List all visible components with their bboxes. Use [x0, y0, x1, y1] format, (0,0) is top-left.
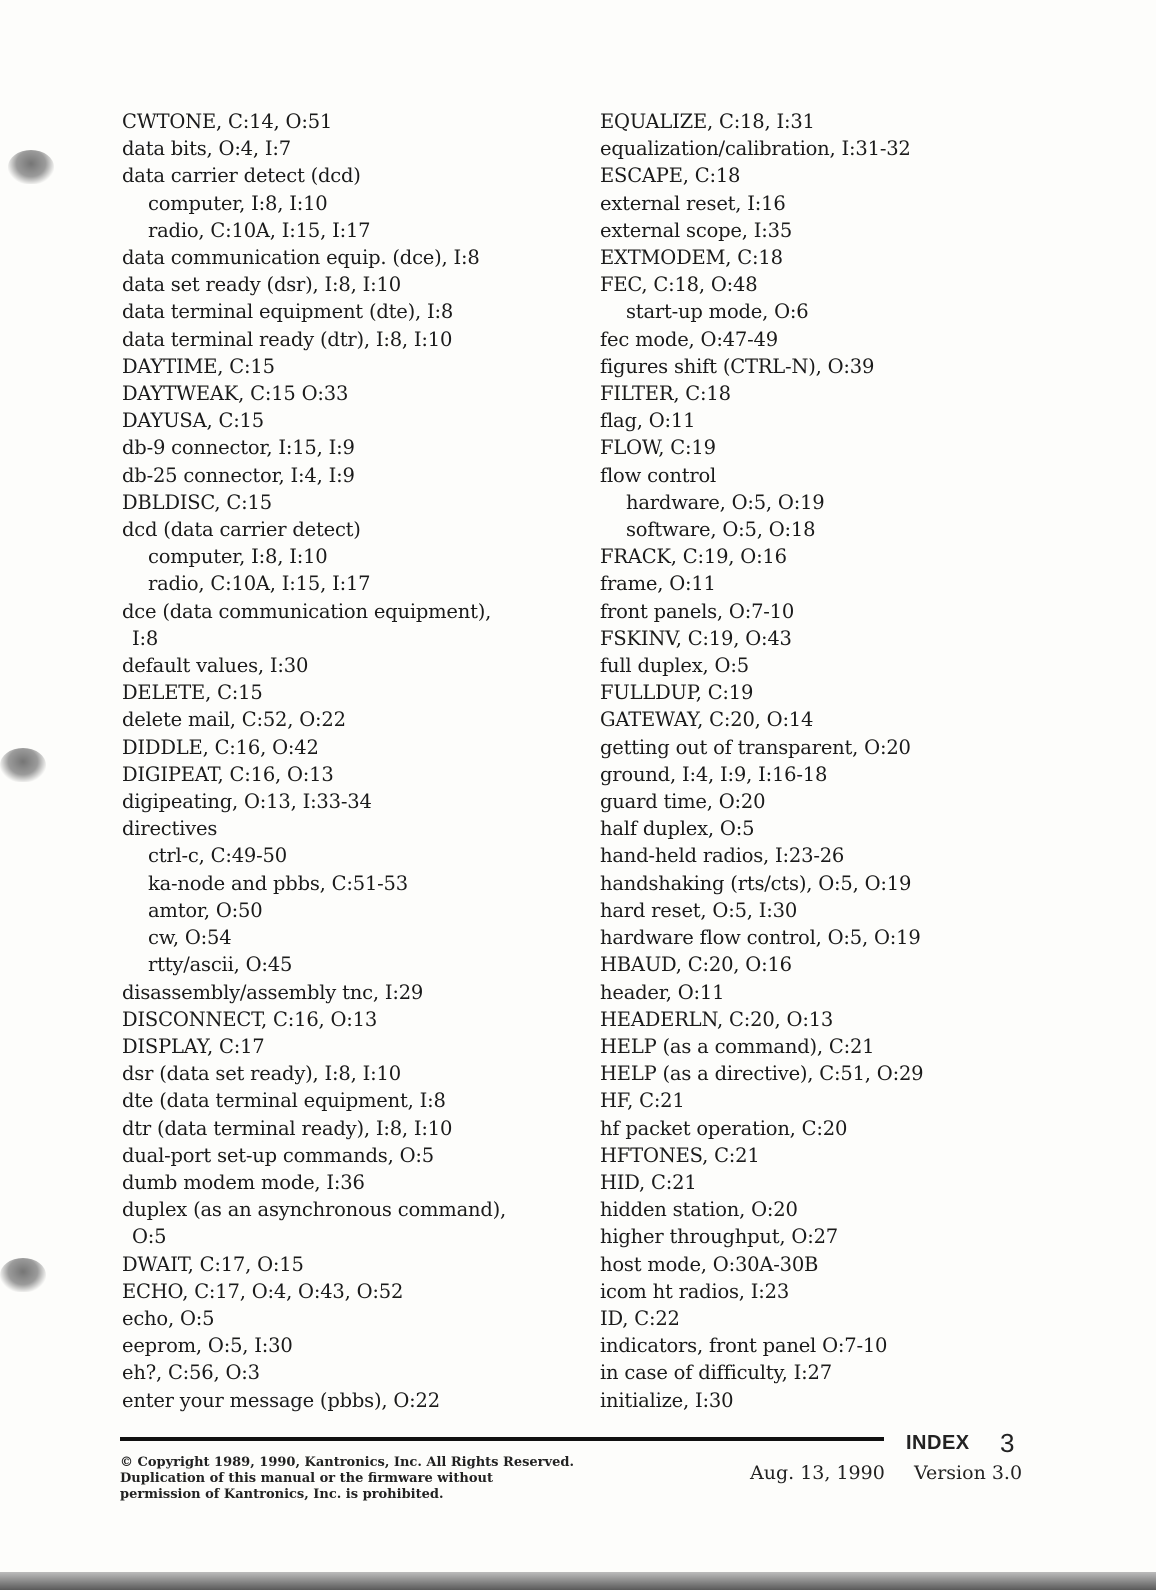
index-entry: HBAUD, C:20, O:16 [600, 953, 792, 977]
index-entry: flag, O:11 [600, 409, 696, 433]
index-subentry: cw, O:54 [148, 926, 232, 950]
index-entry: full duplex, O:5 [600, 654, 749, 678]
index-entry: echo, O:5 [122, 1306, 215, 1330]
index-entry: DIDDLE, C:16, O:42 [122, 735, 319, 759]
index-entry: dual-port set-up commands, O:5 [122, 1143, 434, 1167]
index-entry: higher throughput, O:27 [600, 1225, 838, 1249]
index-subentry: start-up mode, O:6 [626, 300, 809, 324]
index-entry: icom ht radios, I:23 [600, 1279, 790, 1303]
index-entry: disassembly/assembly tnc, I:29 [122, 980, 424, 1004]
index-entry: hand-held radios, I:23-26 [600, 844, 845, 868]
index-entry: handshaking (rts/cts), O:5, O:19 [600, 871, 912, 895]
index-entry: fec mode, O:47-49 [600, 327, 778, 351]
index-entry: frame, O:11 [600, 572, 716, 596]
index-entry: in case of difficulty, I:27 [600, 1361, 832, 1385]
binder-hole [8, 150, 54, 184]
index-entry: I:8 [132, 626, 159, 650]
index-entry: data terminal equipment (dte), I:8 [122, 300, 454, 324]
index-entry: directives [122, 817, 218, 841]
index-entry: O:5 [132, 1225, 167, 1249]
index-entry: data carrier detect (dcd) [122, 164, 361, 188]
index-column-left [122, 108, 592, 1414]
index-entry: duplex (as an asynchronous command), [122, 1198, 507, 1222]
index-entry: dce (data communication equipment), [122, 599, 492, 623]
index-entry: HF, C:21 [600, 1089, 685, 1113]
index-entry: external reset, I:16 [600, 191, 786, 215]
page-number: 3 [1000, 1428, 1015, 1458]
index-subentry: ka-node and pbbs, C:51-53 [148, 871, 408, 895]
index-subentry: radio, C:10A, I:15, I:17 [148, 572, 371, 596]
index-entry: FILTER, C:18 [600, 382, 731, 406]
index-entry: CWTONE, C:14, O:51 [122, 110, 333, 133]
index-entry: initialize, I:30 [600, 1388, 734, 1412]
binder-hole [0, 748, 46, 782]
index-entry: header, O:11 [600, 980, 725, 1004]
index-entry: hidden station, O:20 [600, 1198, 798, 1222]
index-entry: equalization/calibration, I:31-32 [600, 137, 911, 161]
index-subentry: amtor, O:50 [148, 898, 263, 922]
index-subentry: computer, I:8, I:10 [148, 191, 328, 215]
index-entry: HELP (as a directive), C:51, O:29 [600, 1062, 924, 1086]
index-entry: DBLDISC, C:15 [122, 490, 272, 514]
index-entry: db-25 connector, I:4, I:9 [122, 463, 355, 487]
index-entry: DAYTIME, C:15 [122, 354, 275, 378]
index-entry: host mode, O:30A-30B [600, 1252, 819, 1276]
section-label: INDEX [906, 1432, 970, 1454]
footer-rule [120, 1437, 884, 1441]
index-subentry: rtty/ascii, O:45 [148, 953, 293, 977]
index-entry: data terminal ready (dtr), I:8, I:10 [122, 327, 453, 351]
index-entry: HEADERLN, C:20, O:13 [600, 1007, 834, 1031]
index-subentry: hardware, O:5, O:19 [626, 490, 825, 514]
index-entry: data communication equip. (dce), I:8 [122, 246, 480, 270]
index-entry: ground, I:4, I:9, I:16-18 [600, 762, 828, 786]
index-entry: HELP (as a command), C:21 [600, 1034, 875, 1058]
index-entry: EQUALIZE, C:18, I:31 [600, 110, 815, 133]
index-entry: front panels, O:7-10 [600, 599, 795, 623]
index-entry: data bits, O:4, I:7 [122, 137, 291, 161]
index-subentry: computer, I:8, I:10 [148, 545, 328, 569]
index-entry: hard reset, O:5, I:30 [600, 898, 798, 922]
index-entry: half duplex, O:5 [600, 817, 755, 841]
copyright-line: Duplication of this manual or the firmware without [120, 1471, 493, 1486]
index-entry: dcd (data carrier detect) [122, 518, 361, 542]
index-entry: delete mail, C:52, O:22 [122, 708, 346, 732]
index-entry: FEC, C:18, O:48 [600, 273, 758, 297]
index-entry: HFTONES, C:21 [600, 1143, 760, 1167]
index-entry: FSKINV, C:19, O:43 [600, 626, 792, 650]
index-entry: FULLDUP, C:19 [600, 681, 754, 705]
index-entry: hardware flow control, O:5, O:19 [600, 926, 921, 950]
revision-date: Aug. 13, 1990 [750, 1462, 885, 1484]
index-entry: data set ready (dsr), I:8, I:10 [122, 273, 401, 297]
index-entry: DISPLAY, C:17 [122, 1034, 265, 1058]
index-entry: eh?, C:56, O:3 [122, 1361, 260, 1385]
index-entry: guard time, O:20 [600, 790, 766, 814]
index-entry: dtr (data terminal ready), I:8, I:10 [122, 1116, 453, 1140]
index-entry: DWAIT, C:17, O:15 [122, 1252, 304, 1276]
index-entry: ID, C:22 [600, 1306, 680, 1330]
index-entry: GATEWAY, C:20, O:14 [600, 708, 814, 732]
copyright-line: © Copyright 1989, 1990, Kantronics, Inc. All Rights Reserved. [120, 1455, 574, 1470]
index-entry: DAYUSA, C:15 [122, 409, 264, 433]
index-entry: dte (data terminal equipment, I:8 [122, 1089, 446, 1113]
index-column-right [600, 108, 1070, 1414]
index-entry: HID, C:21 [600, 1170, 697, 1194]
index-entry: ECHO, C:17, O:4, O:43, O:52 [122, 1279, 404, 1303]
binder-hole [0, 1258, 46, 1292]
index-entry: default values, I:30 [122, 654, 309, 678]
copyright-line: permission of Kantronics, Inc. is prohibited. [120, 1487, 444, 1502]
copyright-notice [120, 1455, 600, 1503]
index-subentry: ctrl-c, C:49-50 [148, 844, 287, 868]
scan-edge [0, 1572, 1156, 1590]
index-entry: figures shift (CTRL-N), O:39 [600, 354, 875, 378]
version-label: Version 3.0 [914, 1462, 1023, 1484]
index-entry: DIGIPEAT, C:16, O:13 [122, 762, 334, 786]
index-entry: getting out of transparent, O:20 [600, 735, 911, 759]
index-entry: dsr (data set ready), I:8, I:10 [122, 1062, 401, 1086]
index-entry: FLOW, C:19 [600, 436, 716, 460]
index-entry: hf packet operation, C:20 [600, 1116, 848, 1140]
index-entry: flow control [600, 463, 717, 487]
index-entry: FRACK, C:19, O:16 [600, 545, 787, 569]
index-entry: DISCONNECT, C:16, O:13 [122, 1007, 378, 1031]
index-entry: eeprom, O:5, I:30 [122, 1334, 293, 1358]
index-entry: enter your message (pbbs), O:22 [122, 1388, 440, 1412]
index-entry: DAYTWEAK, C:15 O:33 [122, 382, 349, 406]
index-entry: digipeating, O:13, I:33-34 [122, 790, 372, 814]
index-entry: DELETE, C:15 [122, 681, 263, 705]
index-entry: dumb modem mode, I:36 [122, 1170, 365, 1194]
index-entry: ESCAPE, C:18 [600, 164, 741, 188]
index-entry: db-9 connector, I:15, I:9 [122, 436, 355, 460]
index-entry: EXTMODEM, C:18 [600, 246, 783, 270]
index-subentry: radio, C:10A, I:15, I:17 [148, 218, 371, 242]
index-subentry: software, O:5, O:18 [626, 518, 816, 542]
index-entry: external scope, I:35 [600, 218, 793, 242]
index-entry: indicators, front panel O:7-10 [600, 1334, 888, 1358]
